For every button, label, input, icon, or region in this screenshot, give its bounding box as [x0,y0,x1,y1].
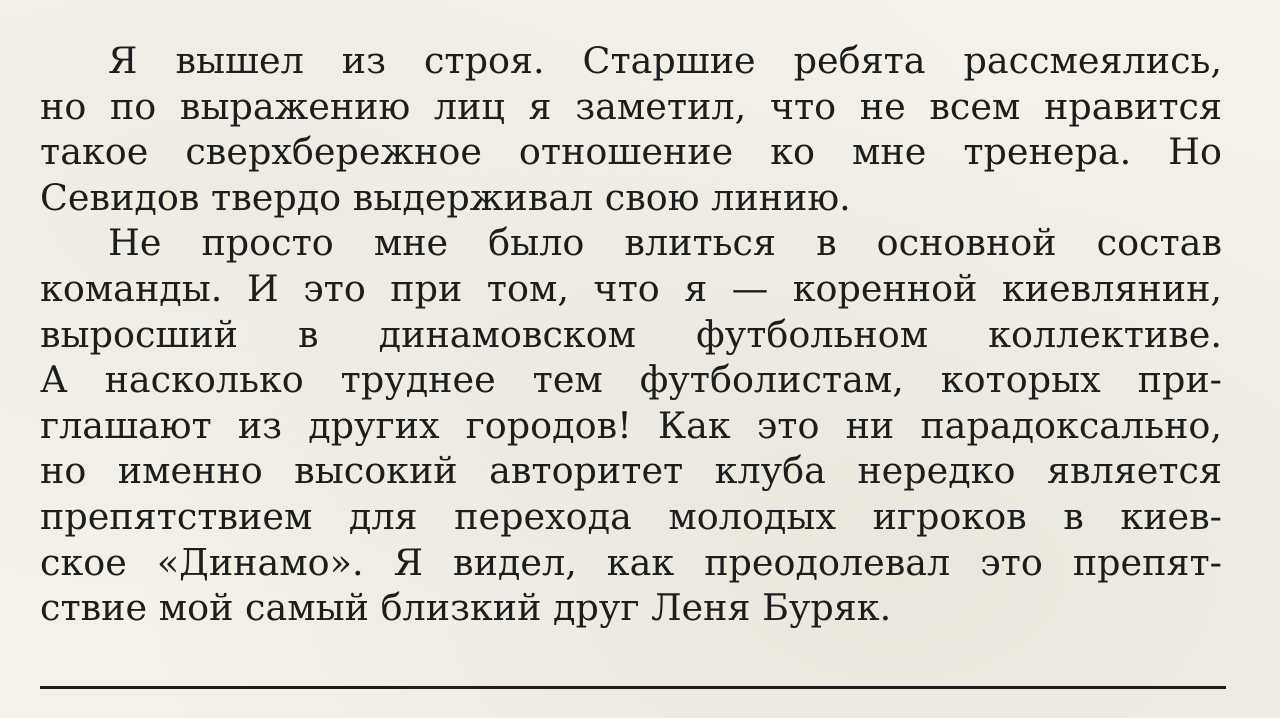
text-line: такое сверхбережное отношение ко мне тренера. Но [40,130,1222,174]
text-line: ское «Динамо». Я видел, как преодолевал это препят- [40,540,1222,584]
body-text [40,38,1222,631]
text-line: Не просто мне было влиться в основной состав [108,221,1222,265]
text-line: глашают из других городов! Как это ни парадоксально, [40,403,1222,447]
text-line: Я вышел из строя. Старшие ребята рассмеялись, [108,39,1222,82]
text-line: Севидов твердо выдерживал свою линию. [40,175,851,219]
horizontal-rule [40,686,1226,689]
text-line: ствие мой самый близкий друг Леня Буряк. [40,586,892,630]
paragraph-2 [40,220,1222,630]
text-line: но по выражению лиц я заметил, что не всем нравится [40,84,1222,128]
text-line: но именно высокий авторитет клуба нередко является [40,449,1222,493]
paragraph-1 [40,38,1222,220]
text-line: команды. И это при том, что я — коренной киевлянин, [40,266,1222,310]
text-line: А насколько труднее тем футболистам, которых при- [40,358,1222,402]
text-line: выросший в динамовском футбольном коллективе. [40,312,1222,356]
text-line: препятствием для перехода молодых игроков в киев- [40,494,1222,538]
